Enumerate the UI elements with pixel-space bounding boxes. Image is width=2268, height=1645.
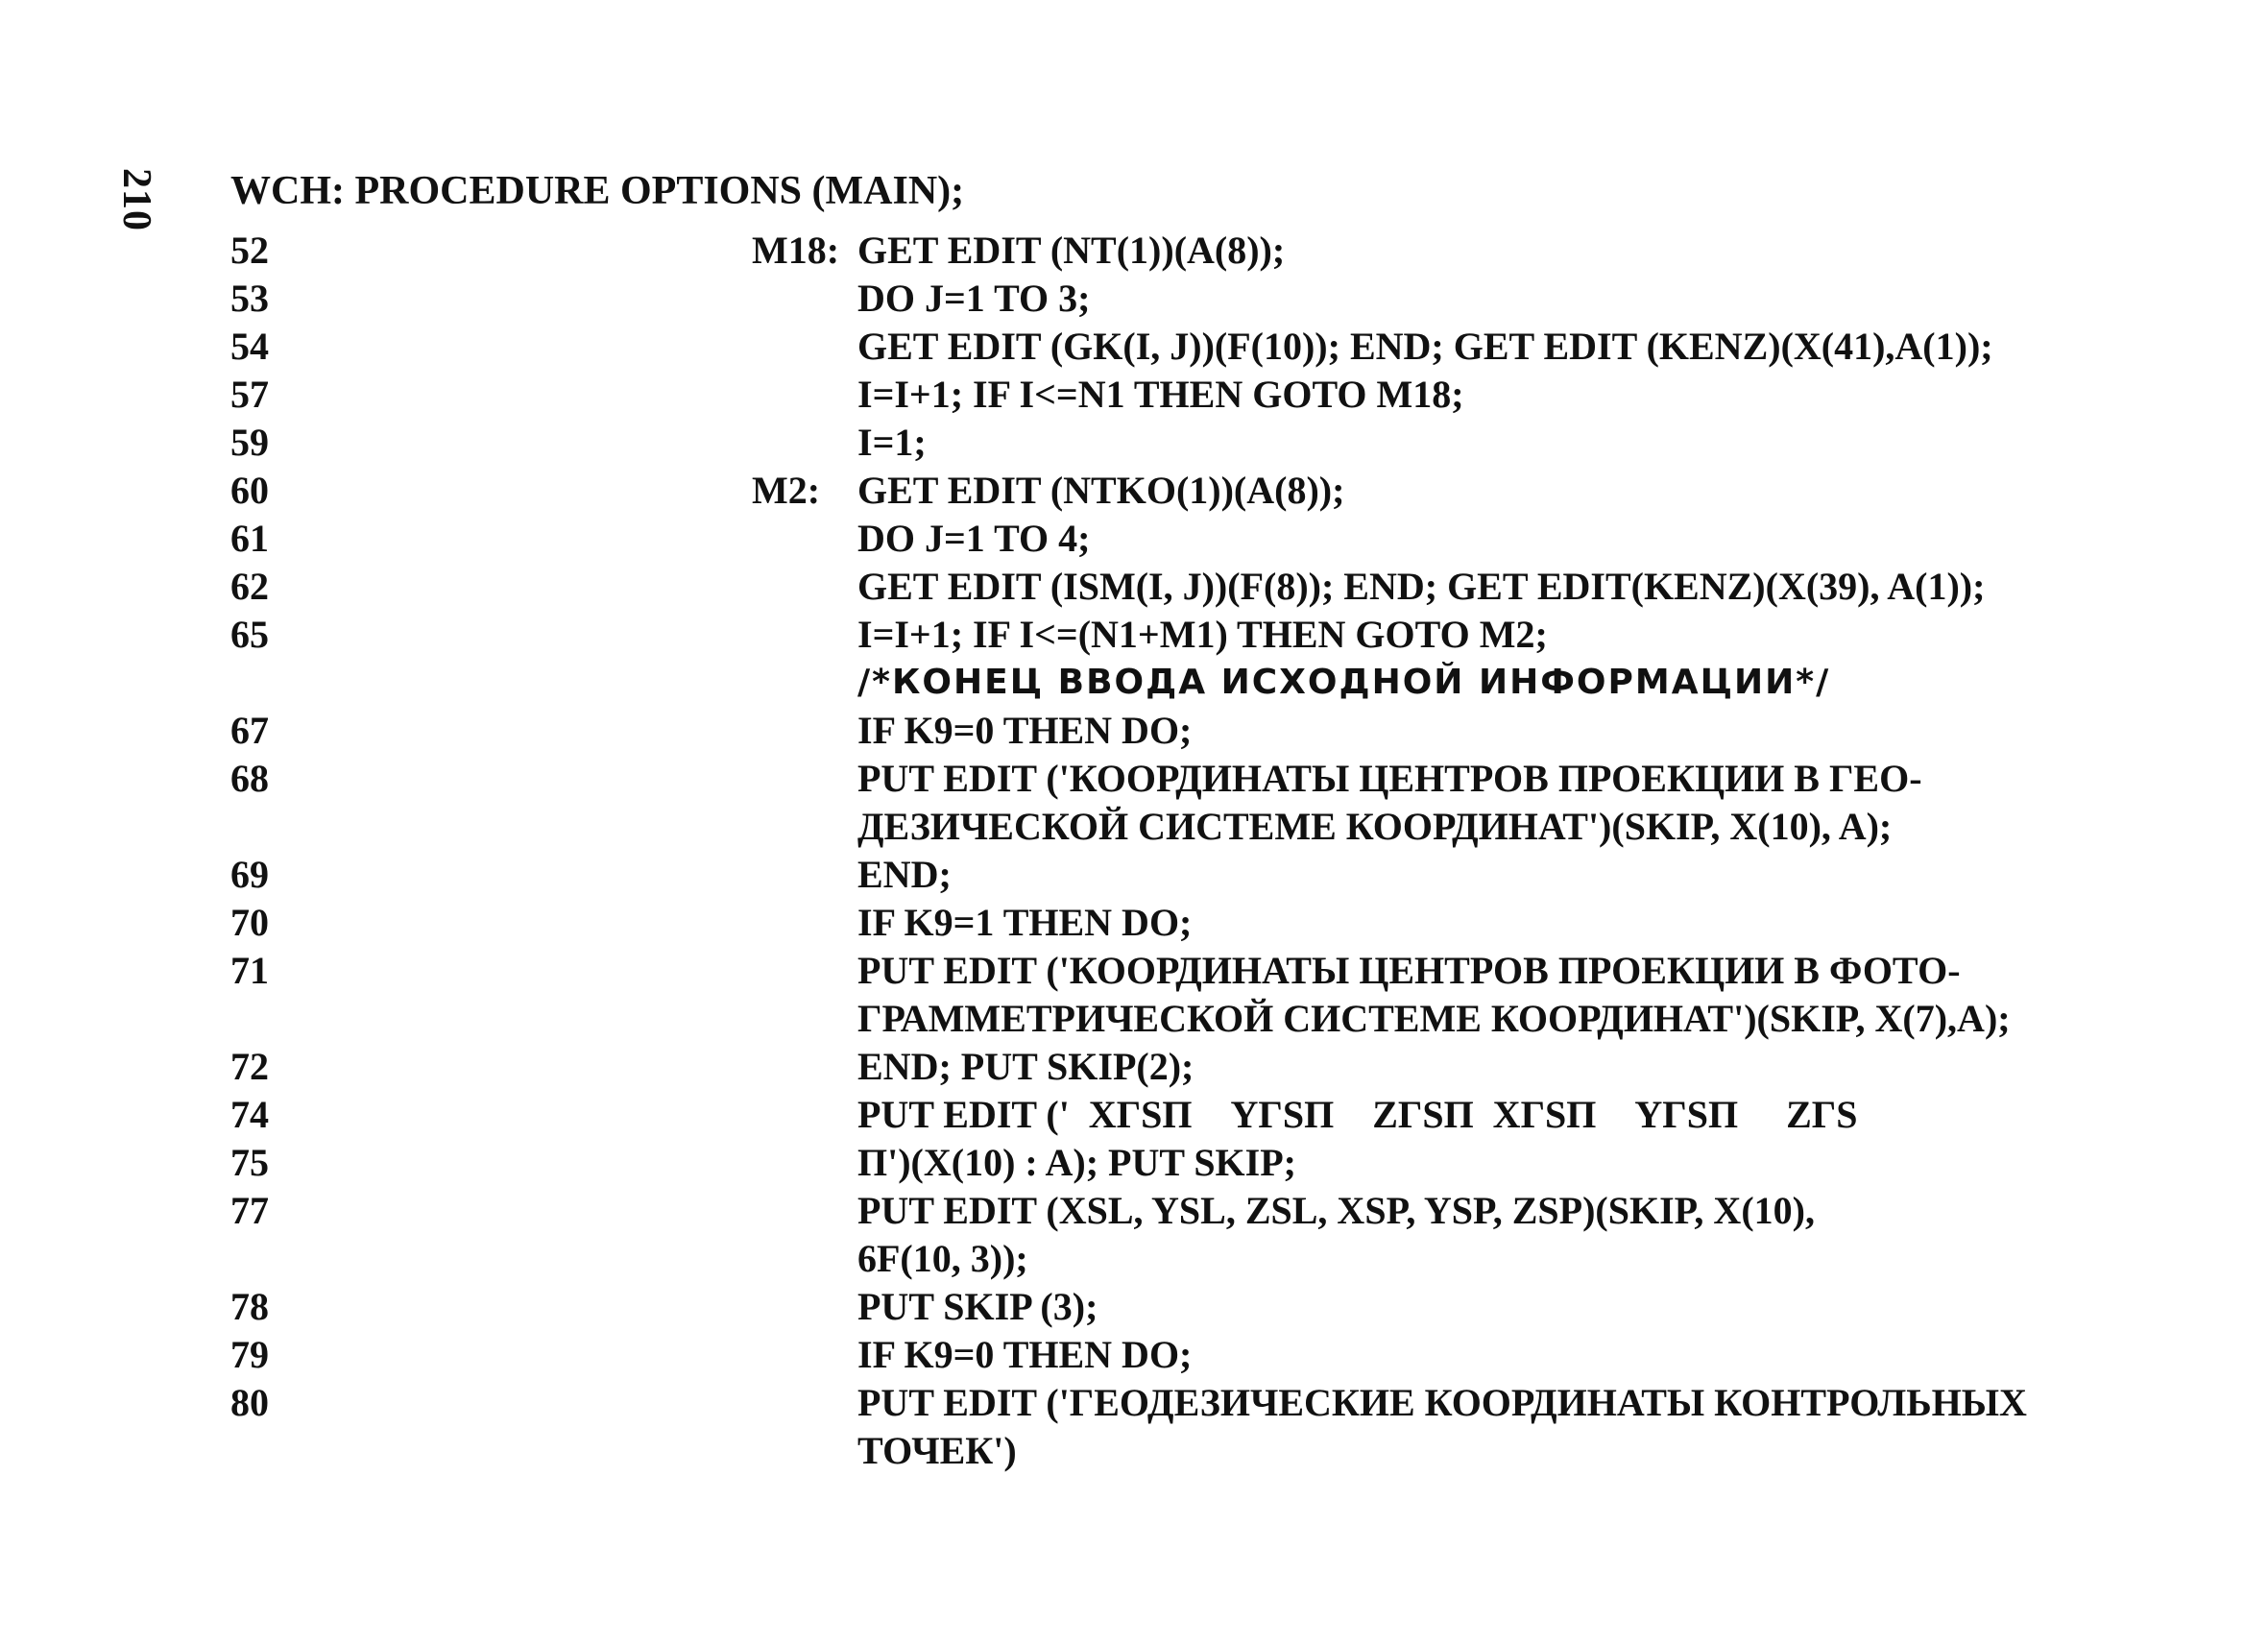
code-line (0, 227, 2268, 275)
code-line (0, 1043, 2268, 1091)
code-text: IF K9=1 THEN DO; (857, 901, 1193, 944)
code-text: I=I+1; IF I<=N1 THEN GOTO M18; (857, 373, 1464, 416)
line-number: 59 (230, 421, 269, 464)
code-text: GET EDIT (NT(1))(A(8)); (857, 229, 1286, 272)
code-text: I=1; (857, 421, 927, 464)
line-number: 74 (230, 1093, 269, 1136)
code-text: GET EDIT (GK(I, J))(F(10)); END; GET EDIT (KENZ)(X(41),A(1)); (857, 325, 1993, 368)
code-text: DO J=1 TO 3; (857, 277, 1091, 320)
code-line (0, 275, 2268, 323)
code-text: PUT EDIT (' XГSП YГSП ZГSП XГSП YГSП ZГS (857, 1093, 1858, 1136)
code-text: PUT EDIT (XSL, YSL, ZSL, XSP, YSP, ZSP)(SKIP, X(10), (857, 1189, 1815, 1232)
line-number: 69 (230, 853, 269, 896)
line-number: 68 (230, 757, 269, 800)
code-continuation-line (0, 1427, 2268, 1475)
line-number: 78 (230, 1285, 269, 1328)
code-comment: /*КОНЕЦ ВВОДА ИСХОДНОЙ ИНФОРМАЦИИ*/ (857, 663, 1831, 702)
code-text: PUT EDIT ('ГЕОДЕЗИЧЕСКИЕ КООРДИНАТЫ КОНТРОЛЬНЫХ (857, 1381, 2027, 1424)
code-text: PUT SKIP (3); (857, 1285, 1098, 1328)
code-text: IF K9=0 THEN DO; (857, 709, 1193, 752)
line-number: 54 (230, 325, 269, 368)
code-text: ГРАММЕТРИЧЕСКОЙ СИСТЕМЕ КООРДИНАТ')(SKIP, X(7),A); (857, 997, 2011, 1040)
page-number: 210 (114, 168, 158, 231)
code-continuation-line (0, 803, 2268, 851)
code-text: I=I+1; IF I<=(N1+M1) THEN GOTO M2; (857, 613, 1548, 656)
line-number: 67 (230, 709, 269, 752)
code-text: END; (857, 853, 952, 896)
code-line (0, 419, 2268, 467)
line-number: 65 (230, 613, 269, 656)
code-text: END; PUT SKIP(2); (857, 1045, 1194, 1088)
code-line (0, 371, 2268, 419)
line-number: 61 (230, 517, 269, 560)
code-line (0, 899, 2268, 947)
code-line (0, 1331, 2268, 1379)
code-text: GET EDIT (NTKO(1))(A(8)); (857, 469, 1345, 512)
code-text: П')(X(10) : A); PUT SKIP; (857, 1141, 1296, 1184)
line-number: 80 (230, 1381, 269, 1424)
code-text: DO J=1 TO 4; (857, 517, 1091, 560)
code-line (0, 515, 2268, 563)
code-line (0, 467, 2268, 515)
code-line (0, 1139, 2268, 1187)
code-line (0, 1187, 2268, 1235)
line-number: 52 (230, 229, 269, 272)
code-text: ТОЧЕК') (857, 1429, 1017, 1472)
code-line (0, 611, 2268, 659)
code-comment-line (0, 659, 2268, 707)
code-line (0, 851, 2268, 899)
line-number: 60 (230, 469, 269, 512)
line-number: 72 (230, 1045, 269, 1088)
code-continuation-line (0, 1235, 2268, 1283)
statement-label: M2: (752, 469, 821, 512)
code-line (0, 563, 2268, 611)
code-text: GET EDIT (ISM(I, J))(F(8)); END; GET EDIT(KENZ)(X(39), A(1)); (857, 565, 1986, 608)
code-line (0, 1283, 2268, 1331)
code-line (0, 1091, 2268, 1139)
line-number: 71 (230, 949, 269, 992)
statement-label: M18: (752, 229, 840, 272)
code-continuation-line (0, 995, 2268, 1043)
line-number: 70 (230, 901, 269, 944)
code-line (0, 707, 2268, 755)
line-number: 79 (230, 1333, 269, 1376)
code-line (0, 755, 2268, 803)
procedure-header: WCH: PROCEDURE OPTIONS (MAIN); (230, 169, 965, 213)
line-number: 77 (230, 1189, 269, 1232)
code-text: PUT EDIT ('КООРДИНАТЫ ЦЕНТРОВ ПРОЕКЦИИ В ФОТО- (857, 949, 1961, 992)
code-text: ДЕЗИЧЕСКОЙ СИСТЕМЕ КООРДИНАТ')(SKIP, X(10), A); (857, 805, 1893, 848)
code-text: PUT EDIT ('КООРДИНАТЫ ЦЕНТРОВ ПРОЕКЦИИ В ГЕО- (857, 757, 1922, 800)
code-line (0, 947, 2268, 995)
code-text: IF K9=0 THEN DO; (857, 1333, 1193, 1376)
code-text: 6F(10, 3)); (857, 1237, 1028, 1280)
code-line (0, 323, 2268, 371)
line-number: 57 (230, 373, 269, 416)
line-number: 53 (230, 277, 269, 320)
line-number: 62 (230, 565, 269, 608)
code-line (0, 1379, 2268, 1427)
line-number: 75 (230, 1141, 269, 1184)
